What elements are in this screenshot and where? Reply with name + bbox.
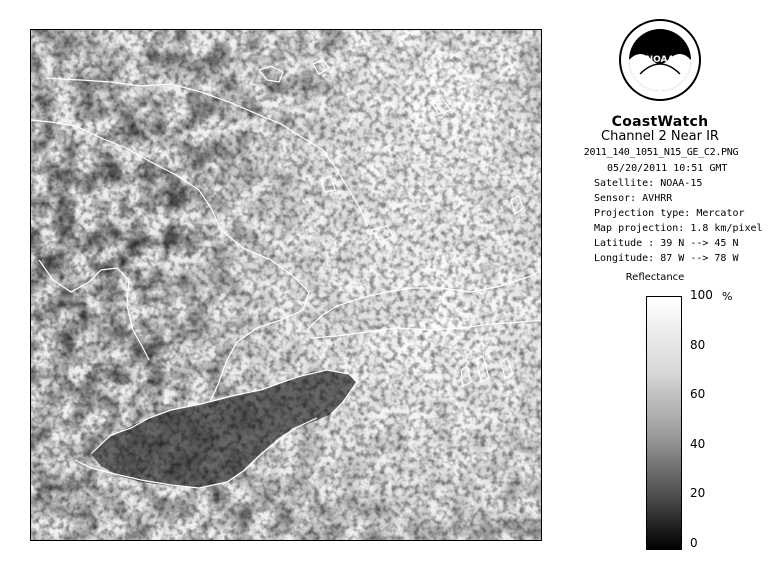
brand-title: CoastWatch: [611, 114, 709, 130]
colorbar-tick-label: 60: [690, 387, 706, 402]
colorbar-tick-label: 80: [690, 337, 706, 352]
colorbar-tick-label: 0: [690, 536, 698, 550]
colorbar-tick-label: 20: [690, 486, 706, 501]
meta-projection: Projection type: Mercator: [594, 208, 745, 219]
legend-title: Reflectance: [625, 272, 685, 283]
reflectance-colorbar: [646, 296, 682, 550]
noaa-logo-icon: [618, 18, 702, 102]
meta-satellite: Satellite: NOAA-15: [594, 178, 703, 189]
satellite-image-svg: [31, 30, 542, 541]
colorbar-tick-label: 40: [690, 436, 706, 451]
meta-sensor: Sensor: AVHRR: [594, 193, 673, 204]
meta-map-projection: Map projection: 1.8 km/pixel: [594, 223, 763, 234]
satellite-image: [30, 29, 542, 541]
file-name: 2011_140_1051_N15_GE_C2.PNG: [583, 147, 739, 158]
channel-label: Channel 2 Near IR: [601, 129, 719, 144]
logo-text: NOAA: [645, 55, 675, 65]
meta-longitude: Longitude: 87 W --> 78 W: [594, 253, 739, 264]
meta-datetime: 05/20/2011 10:51 GMT: [607, 163, 728, 174]
meta-latitude: Latitude : 39 N --> 45 N: [594, 238, 739, 249]
colorbar-tick-label: 100: [690, 288, 713, 302]
legend-unit: %: [722, 290, 733, 303]
